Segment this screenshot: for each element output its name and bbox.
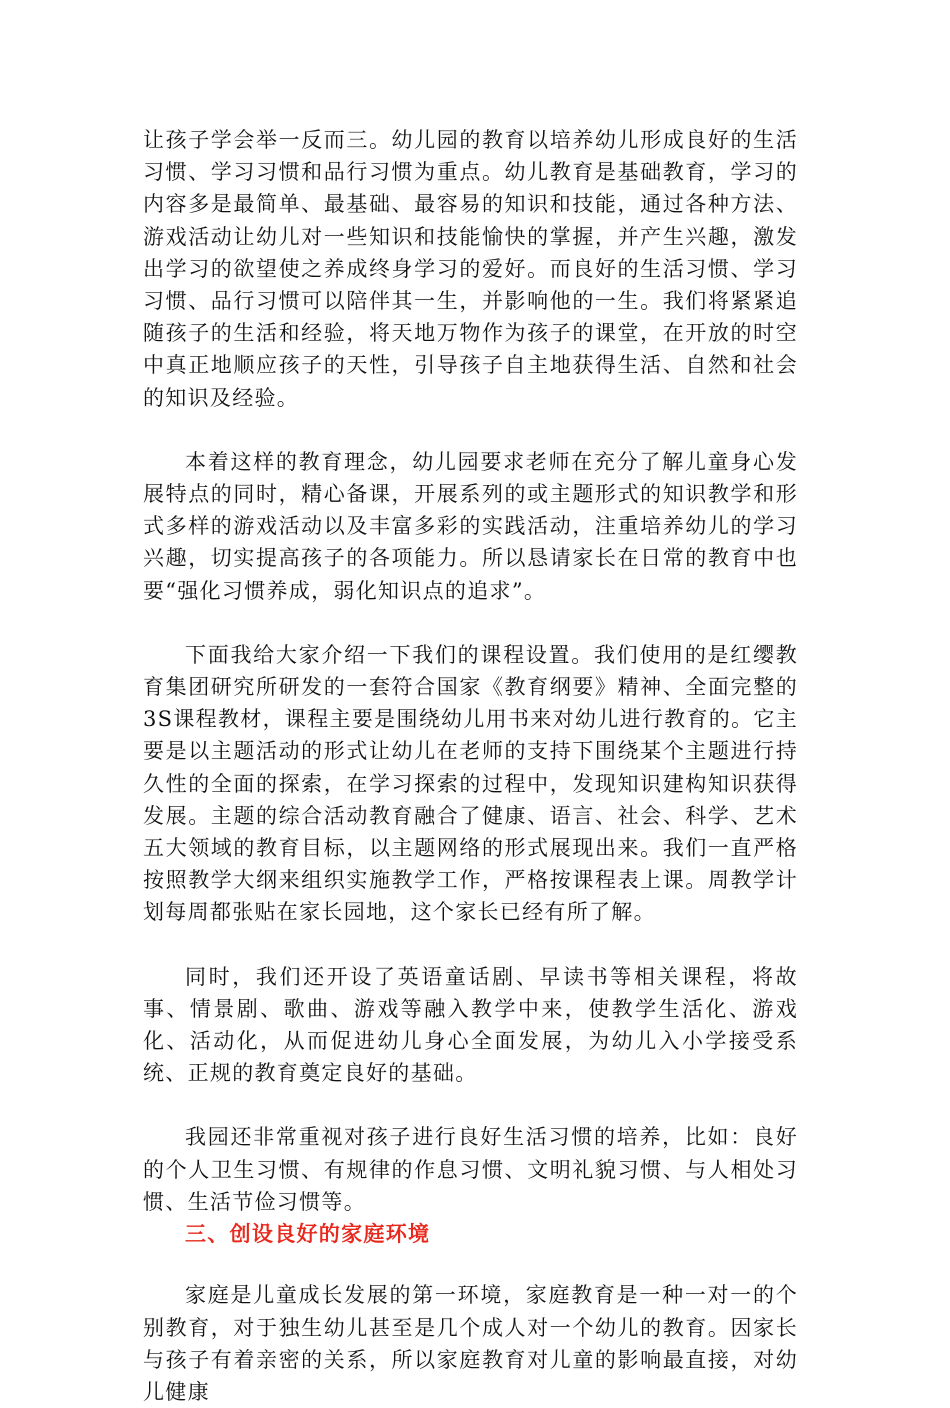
section-heading: 三、创设良好的家庭环境 bbox=[185, 1221, 431, 1247]
paragraph-extra-courses: 同时，我们还开设了英语童话剧、早读书等相关课程，将故事、情景剧、歌曲、游戏等融入教学中来，使教学生活化、游戏化、活动化，从而促进幼儿身心全面发展，为幼儿入小学接受系统、正规的教育奠定良好的基础。 bbox=[143, 964, 798, 1086]
paragraph-education-philosophy: 本着这样的教育理念，幼儿园要求老师在充分了解儿童身心发展特点的同时，精心备课，开展系列的或主题形式的知识教学和形式多样的游戏活动以及丰富多彩的实践活动，注重培养幼儿的学习兴趣，切实提高孩子的各项能力。所以恳请家长在日常的教育中也要“强化习惯养成，弱化知识点的追求”。 bbox=[143, 449, 798, 603]
paragraph-curriculum: 下面我给大家介绍一下我们的课程设置。我们使用的是红缨教育集团研究所研发的一套符合国家《教育纲要》精神、全面完整的3S课程教材，课程主要是围绕幼儿用书来对幼儿进行教育的。它主要是以主题活动的形式让幼儿在老师的支持下围绕某个主题进行持久性的全面的探索，在学习探索的过程中，发现知识建构知识获得发展。主题的综合活动教育融合了健康、语言、社会、科学、艺术五大领域的教育目标，以主题网络的形式展现出来。我们一直严格按照教学大纲来组织实施教学工作，严格按课程表上课。周教学计划每周都张贴在家长园地，这个家长已经有所了解。 bbox=[143, 642, 798, 925]
paragraph-life-habits: 我园还非常重视对孩子进行良好生活习惯的培养，比如：良好的个人卫生习惯、有规律的作息习惯、文明礼貌习惯、与人相处习惯、生活节俭习惯等。 bbox=[143, 1125, 798, 1214]
paragraph-family-environment: 家庭是儿童成长发展的第一环境，家庭教育是一种一对一的个别教育，对于独生幼儿甚至是几个成人对一个幼儿的教育。因家长与孩子有着亲密的关系，所以家庭教育对儿童的影响最直接，对幼儿健康 bbox=[143, 1283, 798, 1404]
document-page bbox=[143, 124, 798, 1408]
paragraph-learning-habits: 让孩子学会举一反而三。幼儿园的教育以培养幼儿形成良好的生活习惯、学习习惯和品行习惯为重点。幼儿教育是基础教育，学习的内容多是最简单、最基础、最容易的知识和技能，通过各种方法、游戏活动让幼儿对一些知识和技能愉快的掌握，并产生兴趣，激发出学习的欲望使之养成终身学习的爱好。而良好的生活习惯、学习习惯、品行习惯可以陪伴其一生，并影响他的一生。我们将紧紧追随孩子的生活和经验，将天地万物作为孩子的课堂，在开放的时空中真正地顺应孩子的天性，引导孩子自主地获得生活、自然和社会的知识及经验。 bbox=[143, 128, 798, 410]
